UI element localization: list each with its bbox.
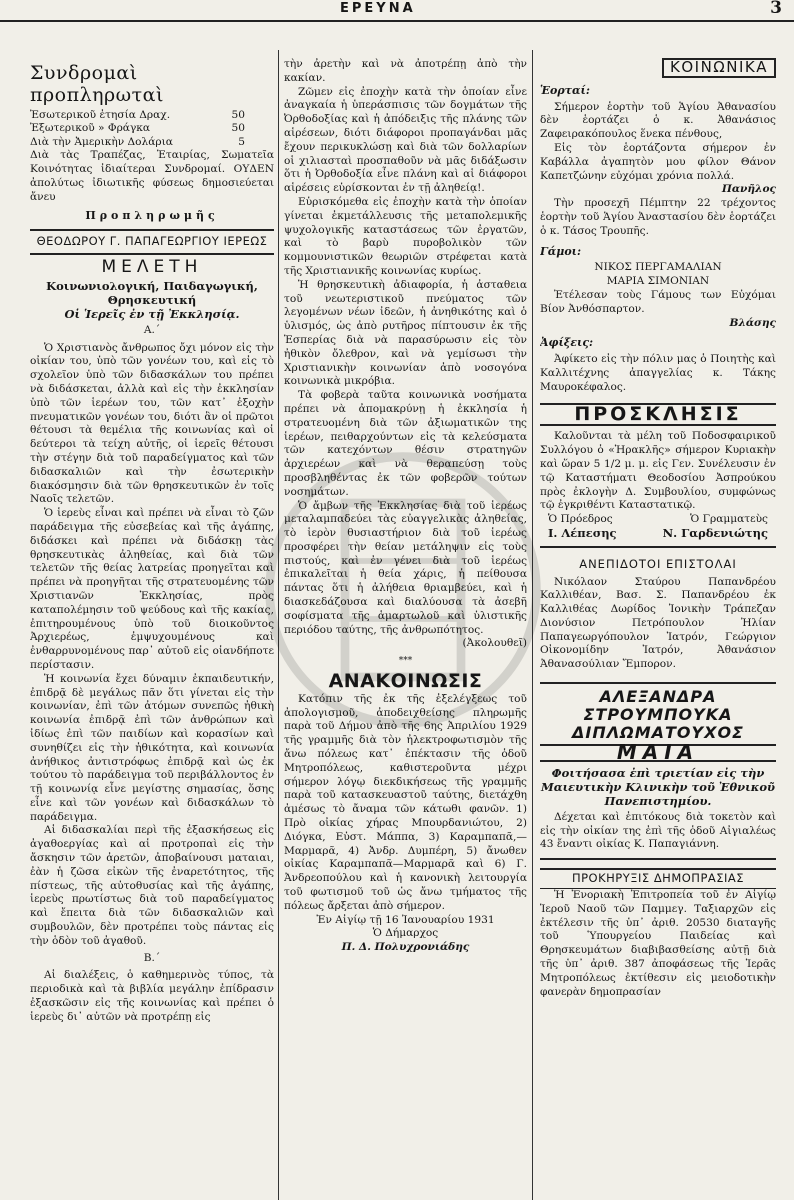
article-subtitle: Κοινωνιολογική, Παιδαγωγική, Θρησκευτική — [46, 278, 258, 307]
section-marker: Β.΄ — [143, 951, 161, 964]
article-subtitle-2: Οἱ Ἱερεῖς ἐν τῇ Ἐκκλησίᾳ. — [64, 306, 240, 321]
column-divider — [278, 50, 279, 1200]
article-paragraph: Ἡ θρησκευτικὴ ἀδιαφορία, ἡ ἀσταθεια τοῦ νεωτεριστικοῦ πνεύματος τῶν λεγομένων νέων ἰδεῶν, ἡ ἀνηθικότης καὶ ὁ ὑλισμός, ὡς ἀπὸ ρυτῆρος πίπτουσιν ἐκ τῆς Ἑσπερίας διὰ νὰ παρασύρωσιν εἰς τὸν ἠθικὸν ὄλεθρον, καὶ νὰ γεμίσωσι τὴν Χριστιανικὴν κοινωνίαν ἀπὸ νοσογόνα κοινωνικὰ μικρόβια. — [284, 278, 527, 388]
auction-heading: ΠΡΟΚΗΡΥΞΙΣ ΔΗΜΟΠΡΑΣΙΑΣ — [540, 868, 776, 889]
announcement-signer: Π. Δ. Πολυχρονιάδης — [341, 941, 470, 954]
weddings-heading: Γάμοι: — [540, 244, 582, 258]
wedding-name: ΜΑΡΙΑ ΣΙΜΟΝΙΑΝ — [606, 275, 710, 288]
section-marker: Α.΄ — [143, 323, 161, 336]
subscription-label: Διὰ τὴν Ἀμερικὴν Δολάρια — [30, 135, 173, 148]
undelivered-letters-text: Νικόλαον Σταύρου Παπανδρέου Καλλιθέαν, Βασ. Σ. Παπανδρέου ἐκ Καλλιθέας Δωρίδος Ἰονικὴν Τράπεζαν Διονύσιον Πετρόπουλον Ἠλίαν Παπαγεωργόπουλον Ἰατρόν, Γεώργιον Οἰκονομίδην Ἰατρόν, Ἀθανάσιον Ἀθανασούλιαν Ἔμπορον. — [540, 575, 776, 671]
column-left — [30, 62, 274, 1197]
ad-text: Δέχεται καὶ ἐπιτόκους διὰ τοκετὸν καὶ εἰς τὴν οἰκίαν της ἐπὶ τῆς ὁδοῦ Αἰγιαλέως 43 ἔναντι οἰκίας Κ. Παπαγιάννη. — [540, 810, 776, 851]
article-paragraph: Αἱ διαλέξεις, ὁ καθημερινὸς τύπος, τὰ περιοδικὰ καὶ τὰ βιβλία μεγάλην ἐπίδρασιν ἐξασκῶσιν εἰς τῆς κοινωνίας καὶ πρέπει ὁ ἱερεὺς δι᾽ αὐτῶν νὰ προτρέπῃ εἰς — [30, 969, 274, 1023]
feasts-heading: Ἑορταί: — [540, 83, 590, 97]
announcement-body: Κατόπιν τῆς ἐκ τῆς ἐξελέγξεως τοῦ ἀπολογισμοῦ, ἀποδειχθείσης πληρωμῆς παρὰ τοῦ Δήμου ἀπὸ τῆς 6ης Ἀπριλίου 1929 τῆς γραμμῆς διὰ τὸν ἠλεκτροφωτισμὸν τῆς ἄνω πόλεως κατ᾽ ἐπέκτασιν τῆς ὁδοῦ Μητροπόλεως, καθιστεροῦντα μέχρι σήμερον λόγῳ διεκδικήσεως τῆς γραμμῆς παρὰ τοῦ κατασκευαστοῦ ταύτης, διετάχθη ἀμέσως τὸ ἄναμα τῶν κάτωθι φανῶν. 1) Πρὸ οἰκίας χήρας Μπουρδανιώτου, 2) Διόγκα, Εὐστ. Μάππα, 3) Καραμπαπᾶ,—Μαρμαρᾶ, 4) Ἀνδρ. Δυμπέρη, 5) ἄνωθεν οἰκίας Καραμπαπᾶ—Μαρμαρᾶ καὶ 6) Γ. Ἀνδρεοπούλου καὶ ἡ κανονικὴ λειτουργία τοῦ φωτισμοῦ τοῦ ὡς ἄνω τμήματος τῆς πόλεως ἄρξεται ἀπὸ σήμερον. — [284, 692, 527, 912]
subscription-price: 5 — [238, 135, 245, 148]
article-paragraph: Τὰ φοβερὰ ταῦτα κοινωνικὰ νοσήματα πρέπει νὰ ἀπομακρύνῃ ἡ ἐκκλησία ἡ στρατευομένη διὰ τῶν ἀξιωματικῶν της ἱερέων, πειθαρχούντων εἰς τὰ κελεύσματα τῶν κατεχόντων θέσιν στρατηγῶν ἀρχιερέων καὶ νὰ θεραπεύσῃ τοὺς προσβληθέντας ἐκ τῶν φοβερῶν τούτων νοσημάτων. — [284, 389, 527, 498]
divider — [540, 546, 776, 548]
ad-diploma: ΔΙΠΛΩΜΑΤΟΥΧΟΣ — [572, 723, 744, 743]
article-paragraph: Ὁ ἱερεὺς εἶναι καὶ πρέπει νὰ εἶναι τὸ ζῶν παράδειγμα τῆς εὐσεβείας καὶ τῆς ἀγάπης, διδάσκει καὶ πρέπει νὰ διδάσκῃ τὰς θρησκευτικὰς ἀληθείας, καὶ διὰ τῶν τελετῶν τῆς θείας λατρείας προηγεῖται καὶ πρέπει νὰ προηγῆται τῆς στρατευομένης τῶν Χριστιανῶν Ἐκκλησίας, πρὸς καταπολέμησιν τοῦ ψεύδους καὶ τῆς κακίας, ἐπιτηρουμένους ὑπὸ τοῦ διοικοῦντος Ἀρχιερέως, ἐμψυχουμένους καὶ ἐνθαρρυνομένους παρ᾽ αὐτοῦ εἰς οἱανδήποτε περίστασιν. — [30, 507, 274, 671]
subscription-label: Ἐξωτερικοῦ » Φράγκα — [30, 122, 151, 135]
arrivals-heading: Ἀφίξεις: — [540, 336, 594, 350]
wedding-name: ΝΙΚΟΣ ΠΕΡΓΑΜΑΛΙΑΝ — [594, 261, 722, 274]
subscription-row — [30, 122, 274, 135]
prepaid-label: Προπληρωμῆς — [85, 209, 219, 223]
article-title: ΜΕΛΕΤΗ — [101, 257, 203, 277]
subscription-row — [30, 136, 274, 149]
invitation-sign-names — [540, 527, 776, 541]
article-paragraph: Εὑρισκόμεθα εἰς ἐποχὴν κατὰ τὴν ὁποίαν γίνεται ἐκμετάλλευσις τῆς μεταπολεμικῆς ψυχολογικῆς καταστάσεως τῶν ἐργατῶν, καὶ τὸ βαρὺ πυροβολικὸν τῶν κομμουνιστικῶν θεωριῶν στρέφεται κατὰ τῆς Χριστιανικῆς κοινωνίας κυρίως. — [284, 195, 527, 277]
invitation-sign-titles — [540, 513, 776, 527]
subscription-price: 50 — [231, 109, 245, 121]
ad-name: ΑΛΕΞΑΝΔΡΑ ΣΤΡΟΥΜΠΟΥΚΑ — [583, 687, 733, 725]
invitation-heading: ΠΡΟΣΚΛΗΣΙΣ — [540, 403, 776, 427]
separator-stars: *** — [398, 656, 413, 667]
page-number: 3 — [770, 0, 782, 18]
undelivered-letters-heading: ΑΝΕΠΙΔΟΤΟΙ ΕΠΙΣΤΟΛΑΙ — [579, 556, 737, 571]
invitation-text: Καλοῦνται τὰ μέλη τοῦ Ποδοσφαιρικοῦ Συλλόγου ὁ «Ἡρακλῆς» σήμερον Κυριακὴν καὶ ὥραν 5 1/2 μ. μ. εἰς Γεν. Συνέλευσιν ἐν τῷ Καταστήματι Θεοδοσίου Ἀσπρούκου πρὸς ἐκλογὴν Δ. Συμβουλίου, συμφώνως τῷ ἐγκριθέντι Καταστατικῷ. — [540, 430, 776, 512]
article-paragraph: Αἱ διδασκαλίαι περὶ τῆς ἐξασκήσεως εἰς ἀγαθοεργίας καὶ αἱ προτροπαὶ εἰς τὴν ἄσκησιν τῶν ἀρετῶν, ἀποβαίνουσι ματαιαι, ἐὰν ἡ ζῶσα εἰκὼν τῆς ἐναρετότητος, τῆς πίστεως, τῆς αὐτοθυσίας καὶ τῆς ἀγάπης, ἱερεὺς πρωτίστως διὰ τοῦ παραδείγματος καὶ ἔπειτα διὰ τῶν διδασκαλιῶν καὶ συμβουλῶν, δὲν προτρέπει τοὺς πάντας εἰς τὴν ὁδὸν τοῦ ἀγαθοῦ. — [30, 824, 274, 947]
article-paragraph: τὴν ἀρετὴν καὶ νὰ ἀποτρέπῃ ἀπὸ τὴν κακίαν. — [284, 58, 527, 84]
subscriptions-note: Διὰ τὰς Τραπέζας, Ἑταιρίας, Σωματεῖα Κοινότητας ἰδιαίτεραι Συνδρομαί. ΟΥΔΕΝ ἀπολύτως ἰδιωτικῆς φύσεως δημοσιεύεται ἄνευ — [30, 149, 274, 203]
wedding-signature: Βλάσης — [729, 316, 776, 329]
sign-name: Ν. Γαρδενιώτης — [662, 525, 768, 540]
article-paragraph: Ζῶμεν εἰς ἐποχὴν κατὰ τὴν ὁποίαν εἶνε ἀναγκαία ἡ ὑπεράσπισις τῶν δογμάτων τῆς Ὀρθοδοξίας καὶ ἡ ἀπόδειξις τῆς πλάνης τῶν αἱρέσεων, διότι διάφοροι προπαγάνδαι μᾶς ἔχουν περικυκλώσῃ καὶ διὰ τῶν δολλαρίων οἱ χιλιασταὶ προσπαθοῦν νὰ μᾶς διδάξωσιν ὅτι ἡ Ὀρθοδοξία εἶνε πλάνη καὶ αἱ διάφοροι αἱρέσεις εὑρίσκονται ἐν τῇ ἀληθείᾳ!. — [284, 85, 527, 195]
subscription-label: Ἐσωτερικοῦ ἐτησία Δραχ. — [30, 109, 171, 121]
subscriptions-table — [30, 109, 274, 149]
auction-text: Ἡ Ἐνοριακὴ Ἐπιτροπεία τοῦ ἐν Αἰγίῳ Ἱεροῦ Ναοῦ τῶν Παμμεγ. Ταξιαρχῶν εἰς ἐκτέλεσιν τῆς ὑπ᾽ ἀριθ. 20530 διαταγῆς τοῦ Ὑπουργείου Παιδείας καὶ Θρησκευμάτων διαβιβασθείσης αὐτῇ διὰ τῆς ὑπ᾽ ἀριθ. 387 ἀποφάσεως τῆς Ἱερᾶς Μητροπόλεως ἐκτίθεσιν εἰς μειοδοτικὴν φανερὰν δημοπρασίαν — [540, 889, 776, 998]
article-author: ΘΕΟΔΩΡΟΥ Γ. ΠΑΠΑΓΕΩΡΓΙΟΥ ΙΕΡΕΩΣ — [30, 229, 274, 255]
sign-title: Ὁ Πρόεδρος — [548, 513, 613, 526]
article-paragraph: Ἡ κοινωνία ἔχει δύναμιν ἐκπαιδευτικήν, ἐπιδρᾷ δὲ μεγάλως πᾶν ὅτι γίνεται εἰς τὴν κοινωνίαν, ἐπὶ τῶν ἀτόμων συνεπῶς ἠθικὴ κοινωνία ἐπιδρᾷ ἐπὶ τῶν ἀνθρώπων καὶ ἰδίως ἐπὶ τῶν παιδίων καὶ κορασίων καὶ συνηθίζει εἰς τὴν ἠθικότητα, καὶ κοινωνία ἀνήθικος ἀντιστρόφως ἐπιδρᾷ καὶ ὡς ἐκ τούτου τὸ παράδειγμα τοῦ περιβάλλοντος ἐν τῇ κοινωνίᾳ εἶνε μεγίστης σημασίας, ὅσης εἶνε καὶ τῶν γονέων καὶ διδασκάλων τὸ παράδειγμα. — [30, 672, 274, 823]
announcement-date: Ἐν Αἰγίῳ τῇ 16 Ἰανουαρίου 1931 — [316, 913, 495, 926]
announcement-signer-title: Ὁ Δήμαρχος — [372, 927, 439, 940]
column-middle — [284, 58, 527, 1197]
sign-name: Ι. Λέπεσης — [548, 525, 617, 540]
subscriptions-title: Συνδρομαὶ προπληρωταὶ — [30, 62, 164, 106]
subscription-row — [30, 109, 274, 122]
page-header — [0, 0, 794, 22]
feast-item: Σήμερον ἑορτὴν τοῦ Ἁγίου Ἀθανασίου δὲν ἑορτάζει ὁ κ. Ἀθανάσιος Ζαφειρακόπουλος ἕνεκα πένθους, — [540, 100, 776, 141]
ad-tagline: Φοιτήσασα ἐπὶ τριετίαν εἰς τὴν Μαιευτικὴν Κλινικὴν τοῦ Ἐθνικοῦ Πανεπιστημίου. — [541, 765, 775, 808]
arrivals-text: Ἀφίκετο εἰς τὴν πόλιν μας ὁ Ποιητὴς καὶ Καλλιτέχνης ἀπαγγελίας κ. Τάκης Μαυροκέφαλος. — [540, 353, 776, 393]
feast-signature: Πανῆλος — [721, 183, 776, 196]
sign-title: Ὁ Γραμματεὺς — [690, 513, 768, 526]
continued-note: (Ἀκολουθεῖ) — [462, 637, 527, 650]
article-paragraph: Ὁ Χριστιανὸς ἄνθρωπος ὄχι μόνον εἰς τὴν οἰκίαν του, ὑπὸ τῶν γονέων του, καὶ εἰς τὸ σχολεῖον ὑπὸ τῶν διδασκάλων του πρέπει νὰ διδάσκεται, ἀλλὰ καὶ εἰς τὴν ἐκκλησίαν ὑπὸ τῶν ἱερέων του, τῶν κατ᾽ ἐξοχὴν πνευματικῶν γονέων του, διότι ἂν οἱ πρῶτοι θέτουσι τὰ θεμέλια τῆς κοινωνίας καὶ οἱ δεύτεροι τὰ τείχη αὐτῆς, οἱ ἱερεῖς θέτουσι τὴν στέγην διὰ τοῦ παραδείγματος καὶ τῶν διδασκαλιῶν καὶ τὴν ἐσωτερικὴν διακόσμησιν διὰ τῶν θρησκευτικῶν ἐν τοῖς Ναοῖς τελετῶν. — [30, 341, 274, 506]
feast-item: Εἰς τὸν ἑορτάζοντα σήμερον ἐν Καβάλλα ἀγαπητὸν μου φίλον Θάνον Καπετζώνην εὐχόμαι χρόνια πολλά. — [540, 141, 776, 182]
announcement-title: ΑΝΑΚΟΙΝΩΣΙΣ — [328, 670, 483, 693]
article-paragraph: Ὁ ἄμβων τῆς Ἐκκλησίας διὰ τοῦ ἱερέως μεταλαμπαδεύει τὰς εὐαγγελικὰς ἀληθείας, τὸ ἱερὸν θυσιαστήριον διὰ τοῦ ἱερέως προσφέρει τὴν θείαν μετάληψιν εἰς τοὺς πιστούς, καὶ ἐν γένει διὰ τοῦ ἱερέως ἐπικαλεῖται ἡ θεία χάρις, ἡ πείθουσα πάντας ὅτι ἡ ἀλήθεια θριαμβεύει, καὶ ἡ διασκεδάζουσα καὶ διαλύουσα τὰ ἀσεβῆ σοφίσματα τῆς ἁμαρτωλοῦ καὶ ὑλιστικῆς περιόδου ταύτης, τῆς ἀνθρωπότητος. — [284, 499, 527, 636]
column-right — [540, 58, 776, 1197]
social-section-title: ΚΟΙΝΩΝΙΚΑ — [662, 58, 776, 78]
wedding-text: Ἐτέλεσαν τοὺς Γάμους των Εὐχόμαι Βίον Ἀνθόσπαρτον. — [540, 288, 776, 315]
column-divider — [532, 50, 533, 1200]
subscription-price: 50 — [231, 122, 245, 135]
midwife-advertisement — [540, 682, 776, 860]
feast-item: Τὴν προσεχῆ Πέμπτην 22 τρέχοντος ἑορτὴν τοῦ Ἁγίου Ἀναστασίου δὲν ἑορτάζει ὁ κ. Τάσος Τρουπῆς. — [540, 197, 776, 237]
ad-title: ΜΑΙΑ — [540, 744, 776, 762]
newspaper-title: ΕΡΕΥΝΑ — [340, 1, 416, 16]
